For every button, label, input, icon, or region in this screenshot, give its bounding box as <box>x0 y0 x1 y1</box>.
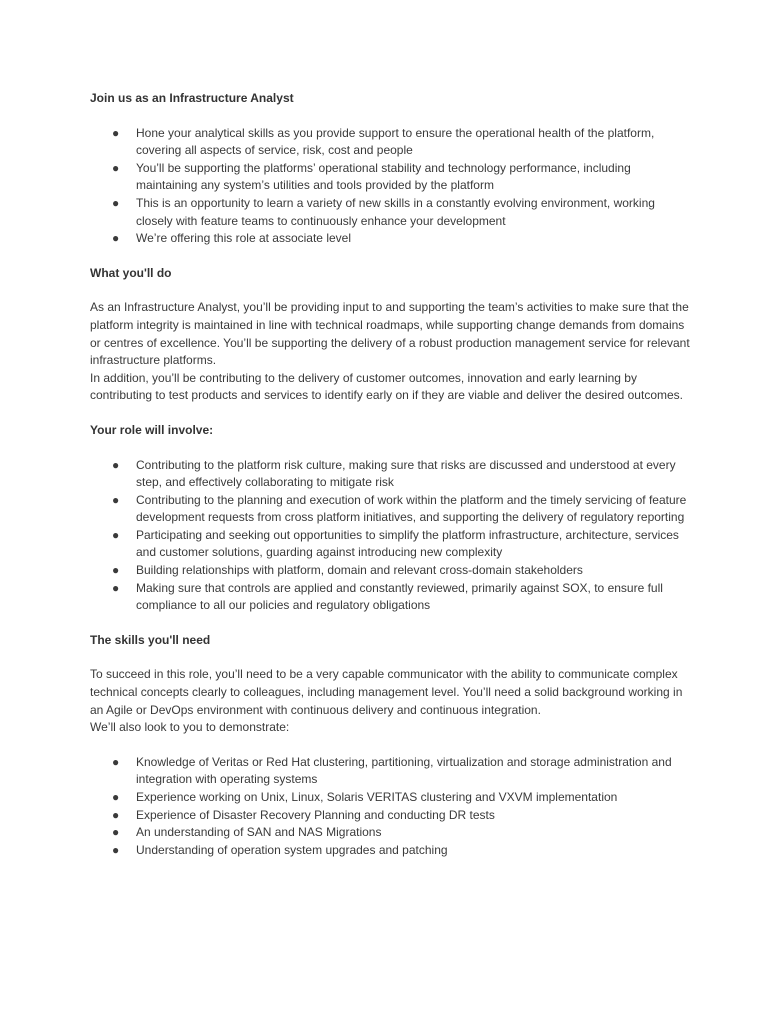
list-item: ● We’re offering this role at associate level <box>90 230 690 248</box>
list-item: ● Experience working on Unix, Linux, Solaris VERITAS clustering and VXVM implementation <box>90 789 690 807</box>
what-youll-do-paragraph-2: In addition, you’ll be contributing to the delivery of customer outcomes, innovation and early learning by contributing to test products and services to identify early on if they are viable and deliver the desired outcomes. <box>90 370 683 403</box>
bullet-icon: ● <box>112 563 120 578</box>
bullet-icon: ● <box>112 231 120 246</box>
skills-bullet-list <box>90 754 690 860</box>
list-item: ● Contributing to the platform risk culture, making sure that risks are discussed and understood at every step, and effectively collaborating to mitigate risk <box>112 457 676 490</box>
bullet-icon: ● <box>112 125 120 140</box>
bullet-icon: ● <box>112 825 120 840</box>
list-item: ● Knowledge of Veritas or Red Hat clustering, partitioning, virtualization and storage administration and integration with operating systems <box>112 754 672 787</box>
skills-paragraph-2: We’ll also look to you to demonstrate: <box>90 720 290 735</box>
bullet-icon: ● <box>112 790 120 804</box>
bullet-icon: ● <box>112 160 120 175</box>
section-heading-join-us: Join us as an Infrastructure Analyst <box>90 91 294 105</box>
list-item: ● Building relationships with platform, domain and relevant cross-domain stakeholders <box>90 562 690 580</box>
list-item: ● Contributing to the planning and execution of work within the platform and the timely servicing of feature development requests from cross platform initiatives, and supporting the delivery of regulatory reporting <box>112 492 687 525</box>
list-item: ● This is an opportunity to learn a variety of new skills in a constantly evolving environment, working closely with feature teams to continuously enhance your development <box>112 195 655 228</box>
section-heading-what-youll-do: What you'll do <box>90 265 172 280</box>
bullet-icon: ● <box>112 457 120 472</box>
list-item: ● Experience of Disaster Recovery Planning and conducting DR tests <box>90 807 690 825</box>
list-item: ● You’ll be supporting the platforms’ operational stability and technology performance, including maintaining any system’s utilities and tools provided by the platform <box>112 160 631 193</box>
list-item: ● Making sure that controls are applied and constantly reviewed, primarily against SOX, to ensure full compliance to all our policies and regulatory obligations <box>112 580 663 613</box>
bullet-icon: ● <box>112 580 120 595</box>
what-youll-do-paragraph-1: As an Infrastructure Analyst, you’ll be providing input to and supporting the team’s activities to make sure that the platform integrity is maintained in line with technical roadmaps, while supporting change demands from domains or centres of excellence. You’ll be supporting the delivery of a robust production management service for relevant infrastructure platforms. <box>90 300 690 368</box>
list-item: ● Understanding of operation system upgrades and patching <box>90 842 690 860</box>
document-page <box>90 90 690 859</box>
skills-paragraph-1: To succeed in this role, you’ll need to be a very capable communicator with the ability to communicate complex technical concepts clearly to colleagues, including management level. You’ll need a solid background working in an Agile or DevOps environment with continuous delivery and continuous integration. <box>90 667 683 717</box>
section-heading-role-involve: Your role will involve: <box>90 422 214 437</box>
list-item: ● An understanding of SAN and NAS Migrations <box>90 824 690 842</box>
bullet-icon: ● <box>112 842 120 857</box>
bullet-icon: ● <box>112 527 120 542</box>
bullet-icon: ● <box>112 807 120 822</box>
role-involve-bullet-list <box>90 457 690 615</box>
bullet-icon: ● <box>112 492 120 507</box>
join-us-bullet-list <box>90 125 690 248</box>
section-heading-skills: The skills you'll need <box>90 632 211 647</box>
list-item: ● Participating and seeking out opportunities to simplify the platform infrastructure, architecture, services and customer solutions, guarding against introducing new complexity <box>112 527 679 560</box>
bullet-icon: ● <box>112 195 120 210</box>
list-item: ● Hone your analytical skills as you provide support to ensure the operational health of the platform, covering all aspects of service, risk, cost and people <box>112 125 655 158</box>
bullet-icon: ● <box>112 754 120 769</box>
